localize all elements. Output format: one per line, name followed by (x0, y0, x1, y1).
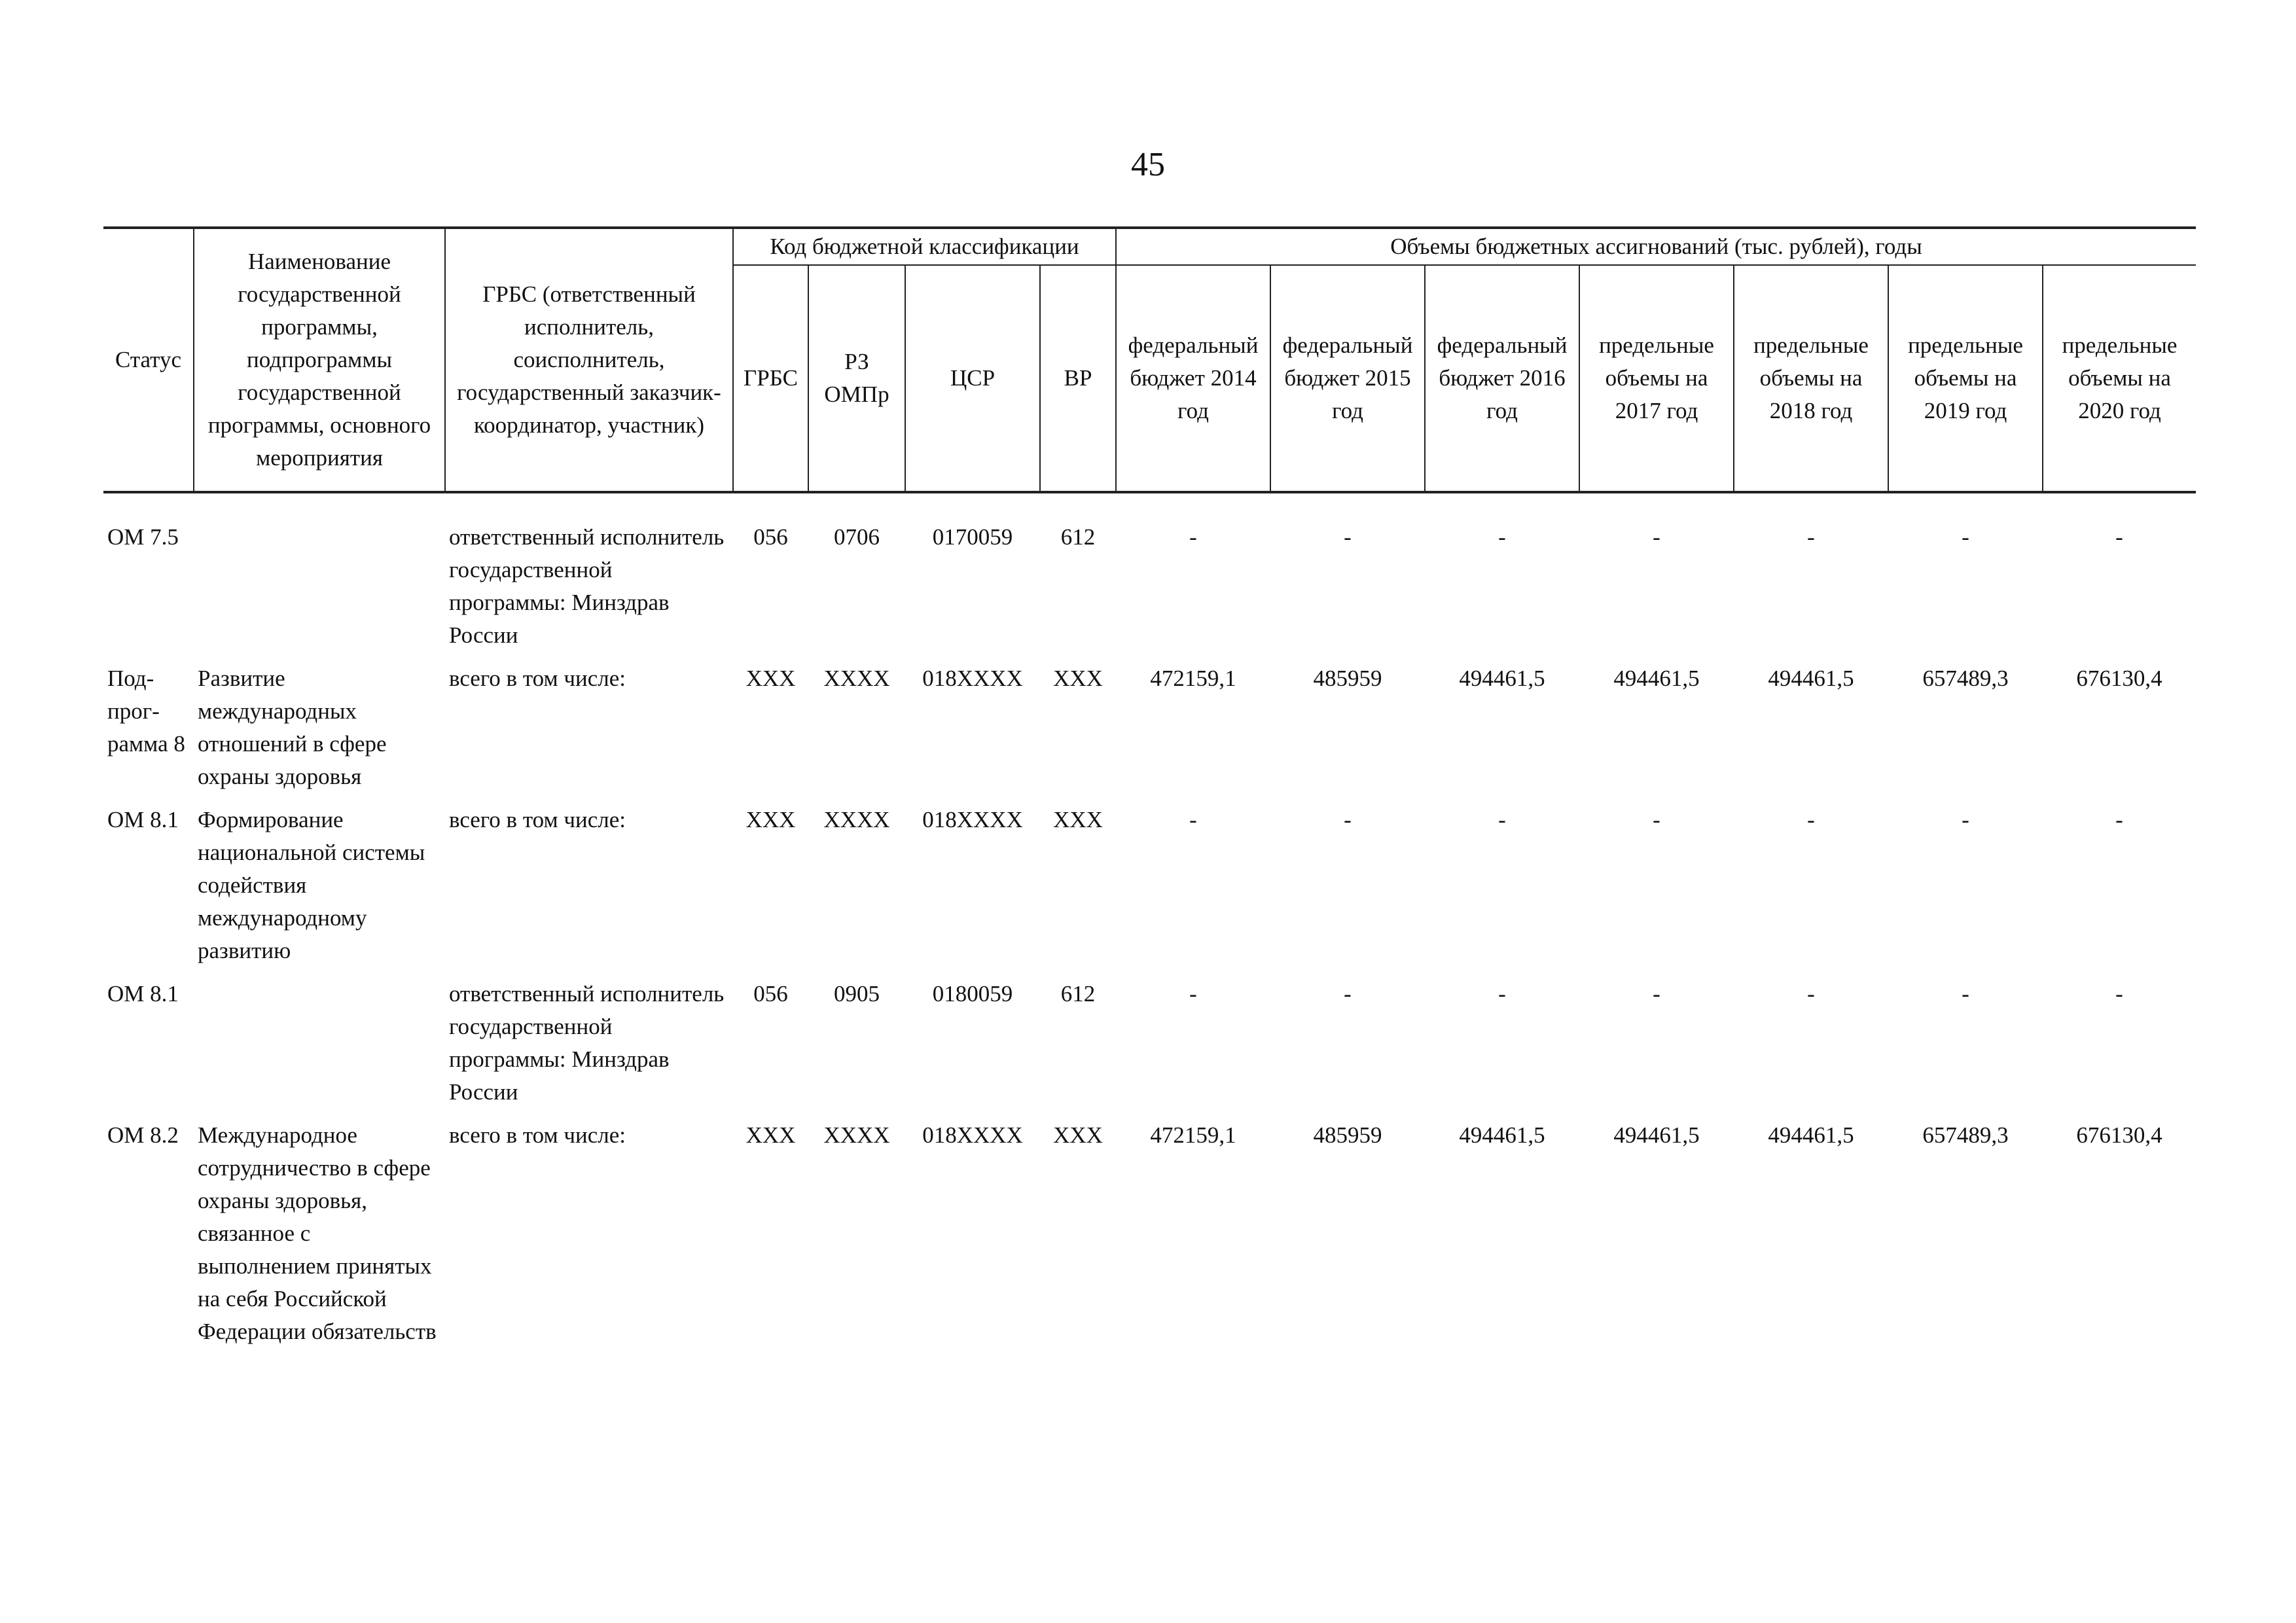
cell-2019: - (1962, 807, 1969, 832)
cell-csr: 018XXXX (922, 1122, 1023, 1148)
cell-status: Под- прог- рамма 8 (107, 666, 185, 757)
cell-2018: - (1807, 807, 1815, 832)
cell-2018: 494461,5 (1768, 666, 1854, 691)
header-name: Наименование государственной программы, подпрограммы государственной программы, основного мероприятия (194, 228, 445, 492)
cell-2016: - (1498, 524, 1506, 550)
cell-vr: XXX (1053, 666, 1103, 691)
cell-2015: - (1344, 807, 1352, 832)
header-fed-2014: федеральный бюджет 2014 год (1116, 265, 1270, 492)
cell-2015: 485959 (1313, 1122, 1382, 1148)
cell-2018: - (1807, 524, 1815, 550)
cell-grbs-text: всего в том числе: (449, 1122, 626, 1148)
header-csr: ЦСР (905, 265, 1040, 492)
header-lim-2020: предельные объемы на 2020 год (2043, 265, 2196, 492)
cell-grbs: XXX (745, 807, 796, 832)
cell-name: Развитие международных отношений в сфере охраны здоровья (198, 666, 387, 789)
cell-2015: 485959 (1313, 666, 1382, 691)
header-fed-2016: федеральный бюджет 2016 год (1425, 265, 1579, 492)
cell-2019: - (1962, 981, 1969, 1007)
cell-2017: - (1653, 807, 1660, 832)
cell-rz: XXXX (823, 666, 890, 691)
header-status: Статус (103, 228, 194, 492)
header-grbs-full: ГРБС (ответственный исполнитель, соисполнитель, государственный заказчик-координатор, участник) (445, 228, 733, 492)
cell-2017: - (1653, 524, 1660, 550)
cell-rz: XXXX (823, 807, 890, 832)
cell-rz: XXXX (823, 1122, 890, 1148)
cell-rz: 0706 (834, 524, 880, 550)
cell-csr: 018XXXX (922, 666, 1023, 691)
cell-2016: 494461,5 (1459, 666, 1545, 691)
cell-grbs-text: ответственный исполнитель государственной программы: Минздрав России (449, 524, 725, 648)
table-row (103, 521, 2196, 662)
cell-grbs-text: ответственный исполнитель государственной программы: Минздрав России (449, 981, 725, 1105)
cell-vr: XXX (1053, 1122, 1103, 1148)
cell-2018: - (1807, 981, 1815, 1007)
cell-name: Международное сотрудничество в сфере охраны здоровья, связанное с выполнением принятых на себя Российской Федерации обязательств (198, 1122, 437, 1344)
cell-csr: 0170059 (932, 524, 1013, 550)
table-row (103, 804, 2196, 978)
cell-2017: 494461,5 (1613, 1122, 1700, 1148)
budget-table (103, 226, 2196, 1359)
cell-status: ОМ 8.1 (107, 981, 179, 1007)
cell-2019: 657489,3 (1922, 1122, 2009, 1148)
cell-2014: - (1189, 807, 1197, 832)
table-row (103, 662, 2196, 804)
cell-2020: - (2115, 524, 2123, 550)
header-fed-2015: федеральный бюджет 2015 год (1270, 265, 1425, 492)
cell-2020: - (2115, 981, 2123, 1007)
cell-name: Формирование национальной системы содействия международному развитию (198, 807, 425, 963)
cell-2016: - (1498, 981, 1506, 1007)
cell-2020: - (2115, 807, 2123, 832)
header-rz-ompr: РЗ ОМПр (808, 265, 905, 492)
cell-csr: 018XXXX (922, 807, 1023, 832)
cell-grbs: XXX (745, 666, 796, 691)
cell-status: ОМ 8.1 (107, 807, 179, 832)
header-lim-2019: предельные объемы на 2019 год (1888, 265, 2043, 492)
table-header (103, 228, 2196, 492)
cell-status: ОМ 8.2 (107, 1122, 179, 1148)
header-lim-2018: предельные объемы на 2018 год (1734, 265, 1888, 492)
cell-2018: 494461,5 (1768, 1122, 1854, 1148)
cell-2017: 494461,5 (1613, 666, 1700, 691)
cell-2019: - (1962, 524, 1969, 550)
header-grbs: ГРБС (733, 265, 808, 492)
cell-vr: 612 (1060, 981, 1096, 1007)
cell-2015: - (1344, 981, 1352, 1007)
cell-csr: 0180059 (932, 981, 1013, 1007)
cell-grbs: XXX (745, 1122, 796, 1148)
table-row (103, 1119, 2196, 1359)
cell-2014: 472159,1 (1150, 1122, 1236, 1148)
cell-vr: XXX (1053, 807, 1103, 832)
cell-grbs-text: всего в том числе: (449, 666, 626, 691)
cell-name (194, 521, 445, 662)
cell-2016: 494461,5 (1459, 1122, 1545, 1148)
cell-grbs-text: всего в том числе: (449, 807, 626, 832)
header-lim-2017: предельные объемы на 2017 год (1579, 265, 1734, 492)
cell-2014: 472159,1 (1150, 666, 1236, 691)
table-row (103, 978, 2196, 1119)
cell-2015: - (1344, 524, 1352, 550)
cell-name (194, 978, 445, 1119)
header-budget-code-group: Код бюджетной классификации (733, 228, 1116, 265)
cell-rz: 0905 (834, 981, 880, 1007)
page-number: 45 (1131, 146, 1165, 183)
cell-vr: 612 (1060, 524, 1096, 550)
cell-2017: - (1653, 981, 1660, 1007)
table-body (103, 492, 2196, 1359)
header-vr: ВР (1040, 265, 1116, 492)
header-appropriations-group: Объемы бюджетных ассигнований (тыс. рублей), годы (1116, 228, 2196, 265)
cell-2014: - (1189, 524, 1197, 550)
cell-2020: 676130,4 (2076, 666, 2162, 691)
cell-2014: - (1189, 981, 1197, 1007)
cell-grbs: 056 (753, 981, 788, 1007)
cell-2016: - (1498, 807, 1506, 832)
cell-2019: 657489,3 (1922, 666, 2009, 691)
cell-grbs: 056 (753, 524, 788, 550)
cell-2020: 676130,4 (2076, 1122, 2162, 1148)
cell-status: ОМ 7.5 (107, 524, 179, 550)
